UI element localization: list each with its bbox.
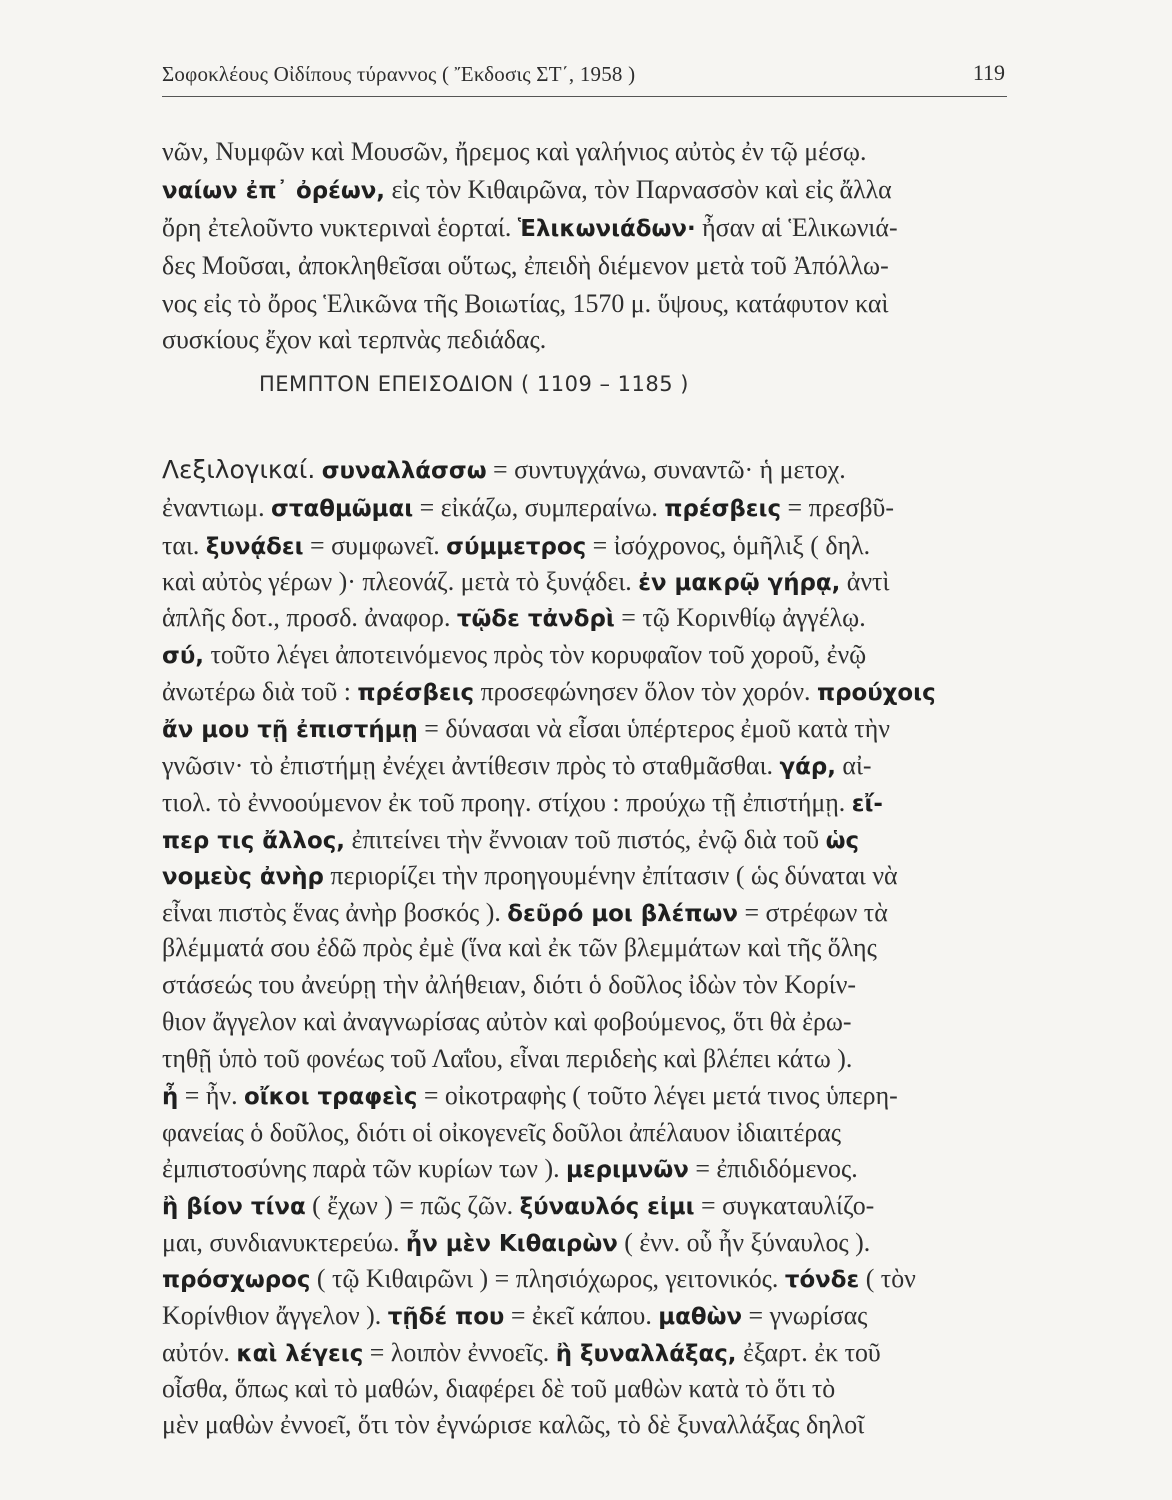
text-line: τηθῇ ὑπὸ τοῦ φονέως τοῦ Λαΐου, εἶναι περιδεὴς καὶ βλέπει κάτω ). (162, 1044, 853, 1073)
lemma: ξύναυλός εἰμι (519, 1194, 695, 1220)
lemma: ναίων ἐπ᾽ ὀρέων, (162, 178, 386, 204)
text-line: γνῶσιν· τὸ ἐπιστήμῃ ἐνέχει ἀντίθεσιν πρὸς τὸ σταθμᾶσθαι. γάρ, αἰ- (162, 751, 872, 780)
text-line: ἦ = ἦν. οἴκοι τραφεὶς = οἰκοτραφὴς ( τοῦτο λέγει μετά τινος ὑπερη- (162, 1081, 898, 1110)
text-line: αὐτόν. καὶ λέγεις = λοιπὸν ἐννοεῖς. ἢ ξυναλλάξας, ἐξαρτ. ἐκ τοῦ (162, 1338, 881, 1367)
text-line: ἢ βίον τίνα ( ἔχων ) = πῶς ζῶν. ξύναυλός εἰμι = συγκαταυλίζο- (162, 1191, 875, 1220)
text-line: τιολ. τὸ ἐννοούμενον ἐκ τοῦ προηγ. στίχου : προύχω τῇ ἐπιστήμῃ. εἴ- (162, 788, 883, 817)
text-line: καὶ αὐτὸς γέρων )· πλεονάζ. μετὰ τὸ ξυνᾴδει. ἐν μακρῷ γήρᾳ, ἀντὶ (162, 567, 890, 596)
text-line: περ τις ἄλλος, ἐπιτείνει τὴν ἔννοιαν τοῦ πιστός, ἐνῷ διὰ τοῦ ὡς (162, 825, 860, 854)
text-line: ναίων ἐπ᾽ ὀρέων, εἰς τὸν Κιθαιρῶνα, τὸν Παρνασσὸν καὶ εἰς ἄλλα (162, 175, 892, 204)
lemma: πρόσχωρος (162, 1267, 311, 1293)
text-line: ἐμπιστοσύνης παρὰ τῶν κυρίων των ). μεριμνῶν = ἐπιδιδόμενος. (162, 1154, 858, 1183)
text-line: βλέμματά σου ἐδῶ πρὸς ἐμὲ (ἵνα καὶ ἐκ τῶν βλεμμάτων καὶ τῆς ὅλης (162, 933, 877, 962)
page-header (162, 56, 1007, 97)
lemma: τῷδε τἀνδρὶ (456, 606, 615, 632)
text-line: Λεξιλογικαί. συναλλάσσω = συντυγχάνω, συναντῶ· ἡ μετοχ. (162, 455, 846, 484)
lemma: ἄν μου τῇ ἐπιστήμῃ (162, 717, 418, 743)
section-heading: ΠΕΜΠΤΟΝ ΕΠΕΙΣΟΔΙΟΝ ( 1109 – 1185 ) (259, 372, 689, 396)
lemma: πρέσβεις (357, 680, 475, 706)
lemma: ἦν μὲν Κιθαιρὼν (405, 1231, 618, 1257)
page-number: 119 (972, 60, 1005, 85)
lemma: ἦ (162, 1084, 179, 1110)
lemma: νομεὺς ἀνὴρ (162, 864, 324, 890)
lemma: σύμμετρος (446, 534, 587, 560)
lemma: τῇδέ που (387, 1304, 505, 1330)
lemma: σταθμῶμαι (271, 496, 414, 522)
text-line: νομεὺς ἀνὴρ περιορίζει τὴν προηγουμένην ἐπίτασιν ( ὡς δύναται νὰ (162, 861, 898, 890)
lemma: συναλλάσσω (321, 458, 487, 484)
text-line: εἶναι πιστὸς ἕνας ἀνὴρ βοσκός ). δεῦρό μοι βλέπων = στρέφων τὰ (162, 898, 888, 927)
lemma: προύχοις (816, 680, 936, 706)
text-line: Κορίνθιον ἄγγελον ). τῇδέ που = ἐκεῖ κάπου. μαθὼν = γνωρίσας (162, 1301, 868, 1330)
lemma: ἢ βίον τίνα (162, 1194, 306, 1220)
text-line: στάσεώς του ἀνεύρῃ τὴν ἀλήθειαν, διότι ὁ δοῦλος ἰδὼν τὸν Κορίν- (162, 970, 857, 999)
text-line: ἀνωτέρω διὰ τοῦ : πρέσβεις προσεφώνησεν ὅλον τὸν χορόν. προύχοις (162, 677, 936, 706)
lemma: πρέσβεις (664, 496, 782, 522)
text-line: οἶσθα, ὅπως καὶ τὸ μαθών, διαφέρει δὲ τοῦ μαθὼν κατὰ τὸ ὅτι τὸ (162, 1374, 836, 1403)
lemma: καὶ λέγεις (236, 1341, 364, 1367)
text-line: νῶν, Νυμφῶν καὶ Μουσῶν, ἤρεμος καὶ γαλήνιος αὐτὸς ἐν τῷ μέσῳ. (162, 137, 867, 166)
lexical-label: Λεξιλογικαί. (162, 455, 316, 484)
lemma: οἴκοι τραφεὶς (244, 1084, 418, 1110)
lemma: τόνδε (784, 1267, 860, 1293)
lemma: ξυνᾴδει (205, 534, 304, 560)
text-line: συσκίους ἔχον καὶ τερπνὰς πεδιάδας. (162, 325, 547, 354)
lemma: μαθὼν (658, 1304, 743, 1330)
running-title: Σοφοκλέους Οἰδίπους τύραννος ( Ἔκδοσις ΣΤ΄, 1958 ) (162, 62, 636, 86)
lemma: ἢ ξυναλλάξας, (555, 1341, 737, 1367)
text-line: νος εἰς τὸ ὄρος Ἑλικῶνα τῆς Βοιωτίας, 1570 μ. ὕψους, κατάφυτον καὶ (162, 289, 889, 318)
lemma: εἴ- (851, 791, 883, 817)
text-line: μαι, συνδιανυκτερεύω. ἦν μὲν Κιθαιρὼν ( ἐνν. οὗ ἦν ξύναυλος ). (162, 1228, 871, 1257)
text-line: πρόσχωρος ( τῷ Κιθαιρῶνι ) = πλησιόχωρος, γειτονικός. τόνδε ( τὸν (162, 1264, 916, 1293)
text-line: ἄν μου τῇ ἐπιστήμῃ = δύνασαι νὰ εἶσαι ὑπέρτερος ἐμοῦ κατὰ τὴν (162, 714, 890, 743)
text-line: ἁπλῆς δοτ., προσδ. ἀναφορ. τῷδε τἀνδρὶ = τῷ Κορινθίῳ ἀγγέλῳ. (162, 603, 866, 632)
text-line: δες Μοῦσαι, ἀποκληθεῖσαι οὕτως, ἐπειδὴ διέμενον μετὰ τοῦ Ἀπόλλω- (162, 251, 889, 280)
lemma: Ἑλικωνιάδων· (517, 216, 696, 242)
text-line: θιον ἄγγελον καὶ ἀναγνωρίσας αὐτὸν καὶ φοβούμενος, ὅτι θὰ ἐρω- (162, 1007, 852, 1036)
lemma: σύ, (162, 643, 204, 669)
text-line: ἐναντιωμ. σταθμῶμαι = εἰκάζω, συμπεραίνω. πρέσβεις = πρεσβῦ- (162, 493, 894, 522)
text-line: μὲν μαθὼν ἐννοεῖ, ὅτι τὸν ἐγνώρισε καλῶς, τὸ δὲ ξυναλλάξας δηλοῖ (162, 1410, 865, 1439)
lemma: ὡς (825, 828, 860, 854)
text-line: σύ, τοῦτο λέγει ἀποτεινόμενος πρὸς τὸν κορυφαῖον τοῦ χοροῦ, ἐνῷ (162, 640, 867, 669)
lemma: ἐν μακρῷ γήρᾳ, (638, 570, 841, 596)
lemma: περ τις ἄλλος, (162, 828, 345, 854)
lemma: μεριμνῶν (566, 1157, 689, 1183)
text-line: ται. ξυνᾴδει = συμφωνεῖ. σύμμετρος = ἰσόχρονος, ὁμῆλιξ ( δηλ. (162, 531, 871, 560)
text-line: φανείας ὁ δοῦλος, διότι οἱ οἰκογενεῖς δοῦλοι ἀπέλαυον ἰδιαιτέρας (162, 1118, 842, 1147)
lemma: δεῦρό μοι βλέπων (507, 901, 738, 927)
text-line: ὄρη ἐτελοῦντο νυκτεριναὶ ἑορταί. Ἑλικωνιάδων· ἦσαν αἱ Ἑλικωνιά- (162, 213, 898, 242)
lemma: γάρ, (779, 754, 836, 780)
